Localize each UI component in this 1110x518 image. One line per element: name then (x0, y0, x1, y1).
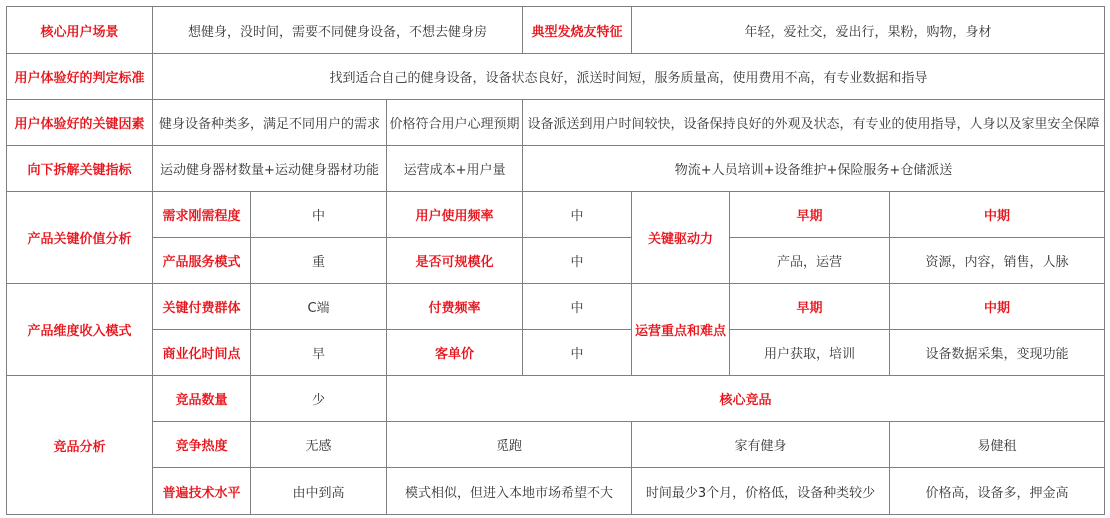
row-ux-criteria (7, 54, 1105, 100)
pay-frequency-label: 付费频率 (387, 284, 523, 330)
row-core-scenario (7, 7, 1105, 54)
fan-traits-label: 典型发烧友特征 (523, 7, 632, 54)
competition-heat-label: 竞争热度 (153, 422, 251, 468)
core-scenario-value: 想健身，没时间，需要不同健身设备，不想去健身房 (153, 7, 523, 54)
scalability-label: 是否可规模化 (387, 238, 523, 284)
competitor-2-desc: 时间最少3个月，价格低，设备种类较少 (632, 468, 890, 515)
row-revenue-1 (7, 284, 1105, 330)
value-analysis-label: 产品关键价值分析 (7, 192, 153, 284)
commercial-time-label: 商业化时间点 (153, 330, 251, 376)
service-mode-value: 重 (251, 238, 387, 284)
payer-group-label: 关键付费群体 (153, 284, 251, 330)
tech-level-value: 由中到高 (251, 468, 387, 515)
driver-early-value: 产品，运营 (730, 238, 890, 284)
usage-frequency-label: 用户使用频率 (387, 192, 523, 238)
row-key-metrics (7, 146, 1105, 192)
service-mode-label: 产品服务模式 (153, 238, 251, 284)
competition-heat-value: 无感 (251, 422, 387, 468)
competitor-1-desc: 模式相似，但进入本地市场希望不大 (387, 468, 632, 515)
demand-value: 中 (251, 192, 387, 238)
ops-focus-label: 运营重点和难点 (632, 284, 730, 376)
competitor-count-label: 竞品数量 (153, 376, 251, 422)
row-revenue-2 (7, 330, 1105, 376)
driver-mid-label: 中期 (890, 192, 1105, 238)
ux-factor-variety: 健身设备种类多，满足不同用户的需求 (153, 100, 387, 146)
competitor-1-name: 觅跑 (387, 422, 632, 468)
ops-early-label: 早期 (730, 284, 890, 330)
revenue-model-label: 产品维度收入模式 (7, 284, 153, 376)
tech-level-label: 普遍技术水平 (153, 468, 251, 515)
commercial-time-value: 早 (251, 330, 387, 376)
driver-early-label: 早期 (730, 192, 890, 238)
ops-mid-value: 设备数据采集，变现功能 (890, 330, 1105, 376)
row-value-analysis-1 (7, 192, 1105, 238)
competitor-3-desc: 价格高，设备多，押金高 (890, 468, 1105, 515)
payer-group-value: C端 (251, 284, 387, 330)
product-analysis-table (6, 6, 1105, 515)
scalability-value: 中 (523, 238, 632, 284)
competitor-count-value: 少 (251, 376, 387, 422)
row-ux-factors (7, 100, 1105, 146)
key-metrics-label: 向下拆解关键指标 (7, 146, 153, 192)
row-competition-3 (7, 468, 1105, 515)
core-competitors-label: 核心竞品 (387, 376, 1105, 422)
ux-factor-price: 价格符合用户心理预期 (387, 100, 523, 146)
row-competition-1 (7, 376, 1105, 422)
competitor-3-name: 易健租 (890, 422, 1105, 468)
pay-frequency-value: 中 (523, 284, 632, 330)
ux-factor-delivery: 设备派送到用户时间较快，设备保持良好的外观及状态，有专业的使用指导，人身以及家里安全保障 (523, 100, 1105, 146)
key-driver-label: 关键驱动力 (632, 192, 730, 284)
key-metric-equipment: 运动健身器材数量+运动健身器材功能 (153, 146, 387, 192)
competition-label: 竞品分析 (7, 376, 153, 515)
usage-frequency-value: 中 (523, 192, 632, 238)
row-value-analysis-2 (7, 238, 1105, 284)
key-metric-logistics: 物流+人员培训+设备维护+保险服务+仓储派送 (523, 146, 1105, 192)
ux-factors-label: 用户体验好的关键因素 (7, 100, 153, 146)
ticket-price-label: 客单价 (387, 330, 523, 376)
core-scenario-label: 核心用户场景 (7, 7, 153, 54)
ops-early-value: 用户获取，培训 (730, 330, 890, 376)
ux-criteria-value: 找到适合自己的健身设备，设备状态良好，派送时间短，服务质量高，使用费用不高，有专业数据和指导 (153, 54, 1105, 100)
ops-mid-label: 中期 (890, 284, 1105, 330)
key-metric-cost: 运营成本+用户量 (387, 146, 523, 192)
driver-mid-value: 资源，内容，销售，人脉 (890, 238, 1105, 284)
ticket-price-value: 中 (523, 330, 632, 376)
demand-label: 需求刚需程度 (153, 192, 251, 238)
ux-criteria-label: 用户体验好的判定标准 (7, 54, 153, 100)
fan-traits-value: 年轻，爱社交，爱出行，果粉，购物，身材 (632, 7, 1105, 54)
row-competition-2 (7, 422, 1105, 468)
competitor-2-name: 家有健身 (632, 422, 890, 468)
